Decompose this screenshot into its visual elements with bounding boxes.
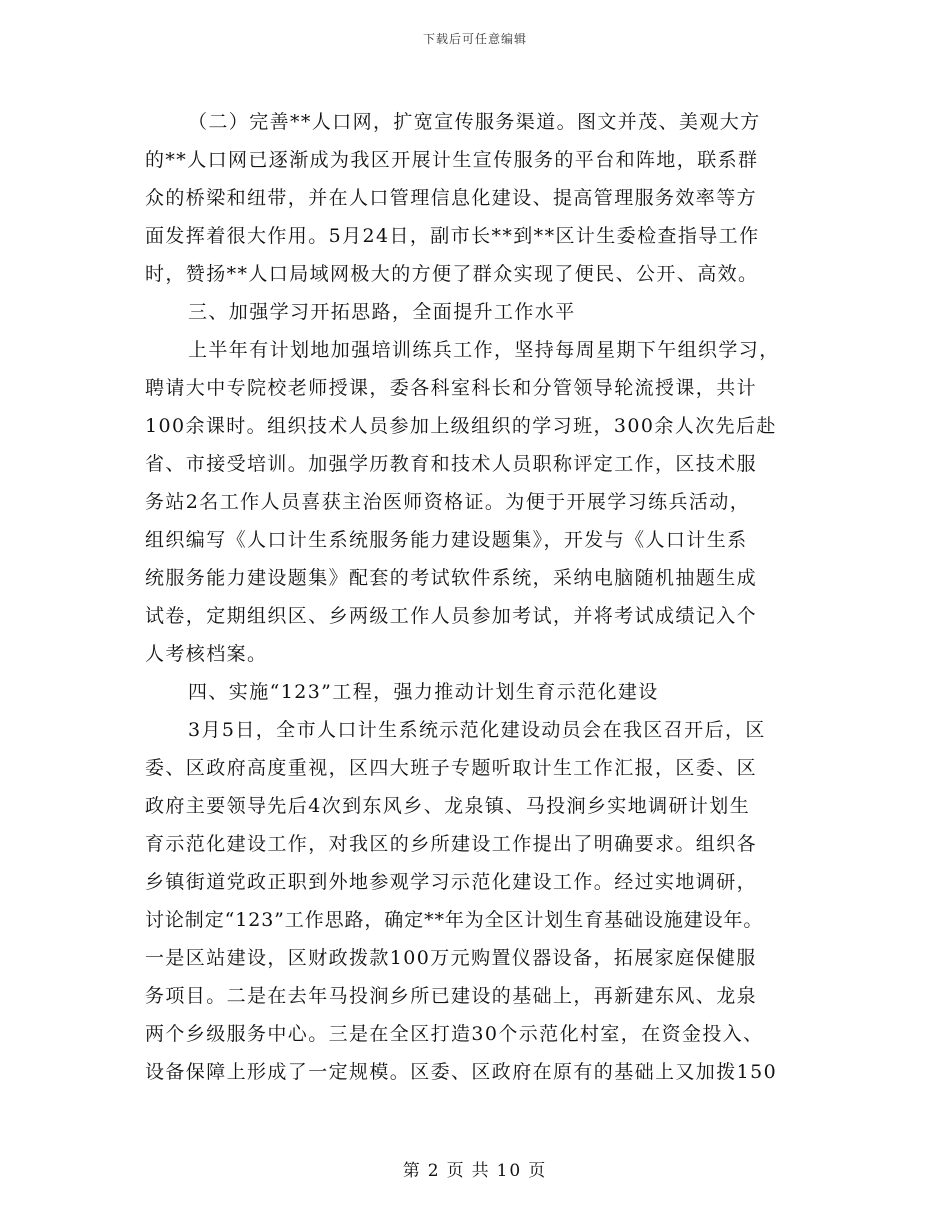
body-line-2: 的**人口网已逐渐成为我区开展计生宣传服务的平台和阵地，联系群 — [145, 149, 759, 171]
body-line-25: 两个乡级服务中心。三是在全区打造30个示范化村室，在资金投入、 — [145, 1023, 764, 1045]
body-line-22: 讨论制定“123”工作思路，确定**年为全区计划生育基础设施建设年。 — [145, 909, 764, 931]
body-line-1: （二）完善**人口网，扩宽宣传服务渠道。图文并茂、美观大方 — [188, 111, 761, 133]
body-line-4: 面发挥着很大作用。5月24日，副市长**到**区计生委检查指导工作 — [145, 225, 760, 247]
section-heading-3: 三、加强学习开拓思路，全面提升工作水平 — [188, 301, 576, 323]
body-line-21: 乡镇街道党政正职到外地参观学习示范化建设工作。经过实地调研， — [145, 871, 758, 893]
body-line-9: 100余课时。组织技术人员参加上级组织的学习班，300余人次先后赴 — [145, 415, 777, 437]
page-current: 2 — [427, 1161, 441, 1181]
body-line-12: 组织编写《人口计生系统服务能力建设题集》，开发与《人口计生系 — [145, 529, 748, 551]
body-line-10: 省、市接受培训。加强学历教育和技术人员职称评定工作，区技术服 — [145, 453, 758, 475]
body-line-13: 统服务能力建设题集》配套的考试软件系统，采纳电脑随机抽题生成 — [145, 567, 758, 589]
body-line-18: 委、区政府高度重视，区四大班子专题听取计生工作汇报，区委、区 — [145, 757, 758, 779]
body-line-11: 务站2名工作人员喜获主治医师资格证。为便于开展学习练兵活动， — [145, 491, 751, 513]
page-label-suffix: 页 — [528, 1161, 548, 1181]
page-label-total-prefix: 共 — [471, 1161, 491, 1181]
header-note: 下载后可任意编辑 — [422, 32, 527, 46]
body-line-24: 务项目。二是在去年马投涧乡所已建设的基础上，再新建东风、龙泉 — [145, 985, 758, 1007]
section-heading-4: 四、实施“123”工程，强力推动计划生育示范化建设 — [188, 681, 659, 703]
body-line-5: 时，赞扬**人口局域网极大的方便了群众实现了便民、公开、高效。 — [145, 263, 759, 285]
body-line-14: 试卷，定期组织区、乡两级工作人员参加考试，并将考试成绩记入个 — [145, 605, 758, 627]
page-label-mid: 页 — [446, 1161, 466, 1181]
page-label-prefix: 第 — [402, 1161, 422, 1181]
body-line-8: 聘请大中专院校老师授课，委各科室科长和分管领导轮流授课，共计 — [145, 377, 758, 399]
body-line-26: 设备保障上形成了一定规模。区委、区政府在原有的基础上又加拨150 — [145, 1061, 778, 1083]
body-line-17: 3月5日，全市人口计生系统示范化建设动员会在我区召开后，区 — [188, 719, 766, 741]
body-line-15: 人考核档案。 — [145, 643, 268, 665]
body-line-20: 育示范化建设工作，对我区的乡所建设工作提出了明确要求。组织各 — [145, 833, 758, 855]
page-total: 10 — [496, 1161, 523, 1181]
page-footer — [0, 1156, 950, 1181]
body-line-19: 政府主要领导先后4次到东风乡、龙泉镇、马投涧乡实地调研计划生 — [145, 795, 751, 817]
body-line-7: 上半年有计划地加强培训练兵工作，坚持每周星期下午组织学习， — [188, 339, 780, 361]
body-line-3: 众的桥梁和纽带，并在人口管理信息化建设、提高管理服务效率等方 — [145, 187, 758, 209]
body-line-23: 一是区站建设，区财政拨款100万元购置仪器设备，拓展家庭保健服 — [145, 947, 757, 969]
